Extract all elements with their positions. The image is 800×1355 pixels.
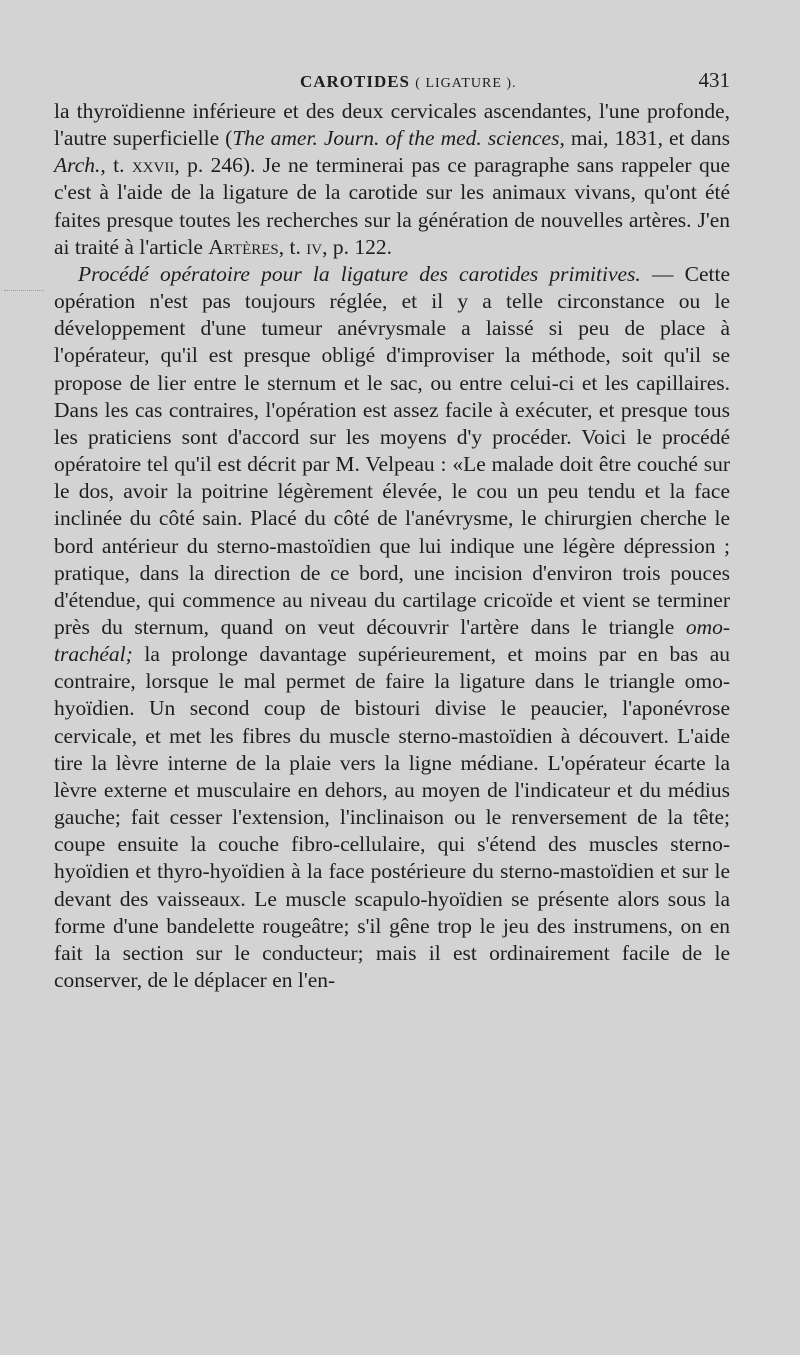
running-head-title: CAROTIDES [299,72,411,91]
page-number: 431 [698,68,730,92]
body-text [54,98,730,994]
paragraph-2: Procédé opératoire pour la ligature des carotides primitives. — Cette opération n'est pas toujours réglée, et il y a telle circonstance ou le développement d'une tumeur anévrysmale a laissé si peu de place à l'opérateur, qu'il est presque obligé d'improviser la méthode, soit qu'il se propose de lier entre le sternum et le sac, ou entre celui-ci et les capillaires. Dans les cas contraires, l'opération est assez facile à exécuter, et presque tous les praticiens sont d'accord sur les moyens d'y procéder. Voici le procédé opératoire tel qu'il est décrit par M. Velpeau : «Le malade doit être couché sur le dos, avoir la poitrine légèrement élevée, le cou un peu tendu et la face inclinée du côté sain. Placé du côté de l'anévrysme, le chirurgien cherche le bord antérieur du sterno-mastoïdien que lui indique une légère dépression ; pratique, dans la direction de ce bord, une incision d'environ trois pouces d'étendue, qui commence au niveau du cartilage cricoïde et vient se terminer près du sternum, quand on veut découvrir l'artère dans le triangle omo-trachéal; la prolonge davantage supérieurement, et moins par en bas au contraire, lorsque le mal permet de faire la ligature dans le triangle omo-hyoïdien. Un second coup de bistouri divise le peaucier, l'aponévrose cervicale, et met les fibres du muscle sterno-mastoïdien à découvert. L'aide tire la lèvre interne de la plaie vers la ligne médiane. L'opérateur écarte la lèvre externe et musculaire en dehors, au moyen de l'indicateur et du médius gauche; fait cesser l'extension, l'inclinaison ou le renversement de la tête; coupe ensuite la couche fibro-cellulaire, qui s'étend des muscles sterno-hyoïdien et thyro-hyoïdien à la face postérieure du sterno-mastoïdien et sur le devant des vaisseaux. Le muscle scapulo-hyoïdien se présente alors sous la forme d'une bandelette rougeâtre; s'il gêne trop le jeu des instrumens, on en fait la section sur le conducteur; mais il est ordinairement facile de le conserver, de le déplacer en l'en- [54,261,730,992]
volume-number: iv [306,234,323,259]
paragraph-1: la thyroïdienne inférieure et des deux cervicales ascendantes, l'une profonde, l'autre superficielle (The amer. Journ. of the med. sciences, mai, 1831, et dans Arch., t. xxvii, p. 246). Je ne terminerai pas ce paragraphe sans rappeler que c'est à l'aide de la ligature de la carotide sur les animaux vivans, qu'ont été faites presque toutes les recherches sur la génération de nouvelles artères. J'en ai traité à l'article Artères, t. iv, p. 122. [54,99,730,259]
article-reference: Artères [208,234,279,259]
citation-archives: Arch. [54,153,101,178]
page-header [58,68,730,98]
running-head-subtitle: ( LIGATURE ). [415,76,517,91]
emphasis-term: omo-trachéal; [54,614,730,667]
scan-artifact [4,290,44,293]
volume-number: xxvii [131,153,175,178]
citation-journal: The amer. Journ. of the med. sciences [232,126,560,151]
section-heading: Procédé opératoire pour la ligature des carotides primitives. [78,261,641,286]
running-head [58,72,699,92]
